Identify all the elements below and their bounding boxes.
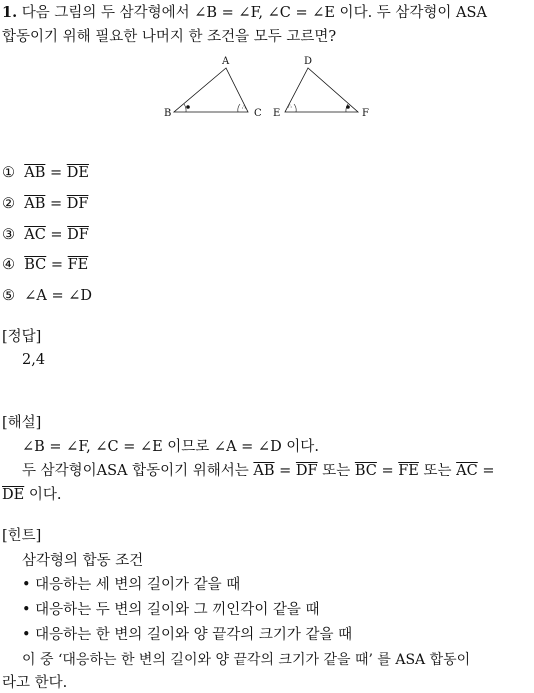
choice-rhs: $\overline{DF}$ (67, 227, 89, 243)
choice-rhs: $\overline{DF}$ (66, 196, 89, 212)
choice-rhs: $\overline{DE}$ (66, 165, 89, 181)
eq-sign: = (279, 463, 292, 479)
hint-bullet-3 (22, 625, 352, 645)
hint-closing-2: 라고 한다. (2, 675, 68, 691)
choice-5[interactable] (2, 286, 92, 306)
angle-e-mark: ∴ (288, 103, 292, 110)
choice-lhs: $\overline{BC}$ (24, 257, 47, 273)
segment: $\overline{FE}$ (398, 463, 419, 479)
explanation-line-3 (2, 485, 61, 505)
question-line-1 (2, 3, 487, 23)
hint-bullet-text: 대응하는 한 변의 길이와 양 끝각의 크기가 같을 때 (35, 627, 353, 643)
segment: $\overline{DF}$ (295, 463, 318, 479)
choice-lhs: $\overline{AC}$ (24, 227, 46, 243)
question-number: 1. (2, 4, 18, 21)
hint-bullet-2 (22, 600, 320, 620)
angle-c-arc (238, 104, 240, 112)
choice-number: ② (2, 196, 15, 212)
hint-header: [힌트] (2, 528, 42, 544)
hint-title: 삼각형의 합동 조건 (22, 553, 144, 569)
hint-closing-1: 이 중 ‘대응하는 한 변의 길이와 양 끝각의 크기가 같을 때’ 를 ASA 합동이 (22, 652, 471, 668)
angle-e-arc (294, 104, 296, 112)
segment: $\overline{AB}$ (253, 463, 275, 479)
choice-eq: = (50, 257, 64, 273)
angle-f-dot (346, 105, 350, 109)
angle-c-mark: ∴ (242, 104, 246, 111)
choice-eq: = (50, 227, 63, 243)
choice-number: ① (2, 165, 15, 181)
choice-4[interactable] (2, 255, 88, 275)
segment: $\overline{BC}$ (354, 463, 377, 479)
question-text-1: 다음 그림의 두 삼각형에서 ∠B = ∠F, ∠C = ∠E 이다. 두 삼각형이 ASA (21, 5, 487, 21)
question-line-2: 합동이기 위해 필요한 나머지 한 조건을 모두 고르면? (2, 29, 337, 45)
vertex-e-label: E (273, 108, 281, 119)
choice-number: ③ (2, 227, 15, 243)
choice-2[interactable] (2, 194, 88, 214)
choice-number: ⑤ (2, 288, 15, 304)
choice-eq: = (49, 165, 63, 181)
bullet-icon: • (22, 602, 31, 618)
hint-bullet-1 (22, 575, 240, 595)
choice-lhs: $\overline{AB}$ (24, 196, 46, 212)
segment: $\overline{DE}$ (2, 487, 25, 503)
hint-bullet-text: 대응하는 세 변의 길이가 같을 때 (35, 577, 241, 593)
or-word: 또는 (423, 463, 452, 479)
angle-b-dot (186, 105, 190, 109)
vertex-a-label: A (222, 56, 230, 67)
explanation-line-2 (22, 461, 494, 481)
vertex-c-label: C (254, 108, 262, 119)
explanation-header: [해설] (2, 415, 42, 431)
choice-eq: = (51, 288, 64, 304)
vertex-b-label: B (164, 108, 172, 119)
segment: $\overline{AC}$ (456, 463, 478, 479)
choice-3[interactable] (2, 225, 89, 245)
vertex-f-label: F (362, 108, 369, 119)
eq-sign: = (482, 463, 495, 479)
answer-header: [정답] (2, 329, 42, 345)
choice-1[interactable] (2, 163, 89, 183)
choice-lhs: $\overline{AB}$ (24, 165, 46, 181)
choice-eq: = (49, 196, 63, 212)
hint-bullet-text: 대응하는 두 변의 길이와 그 끼인각이 같을 때 (35, 602, 320, 618)
answer-value: 2,4 (22, 352, 46, 368)
choice-lhs: ∠A (24, 288, 47, 304)
explanation-prefix: 두 삼각형이ASA 합동이기 위해서는 (22, 463, 249, 479)
choice-rhs: ∠D (68, 288, 92, 304)
triangle-figure (160, 52, 375, 122)
or-word: 또는 (322, 463, 351, 479)
explanation-line-1: ∠B = ∠F, ∠C = ∠E 이므로 ∠A = ∠D 이다. (22, 439, 319, 455)
bullet-icon: • (22, 577, 31, 593)
choice-rhs: $\overline{FE}$ (67, 257, 89, 273)
vertex-d-label: D (304, 56, 313, 67)
bullet-icon: • (22, 627, 31, 643)
eq-sign: = (381, 463, 394, 479)
choice-number: ④ (2, 257, 15, 273)
angle-b-arc (184, 104, 186, 112)
explanation-suffix: 이다. (28, 487, 62, 503)
